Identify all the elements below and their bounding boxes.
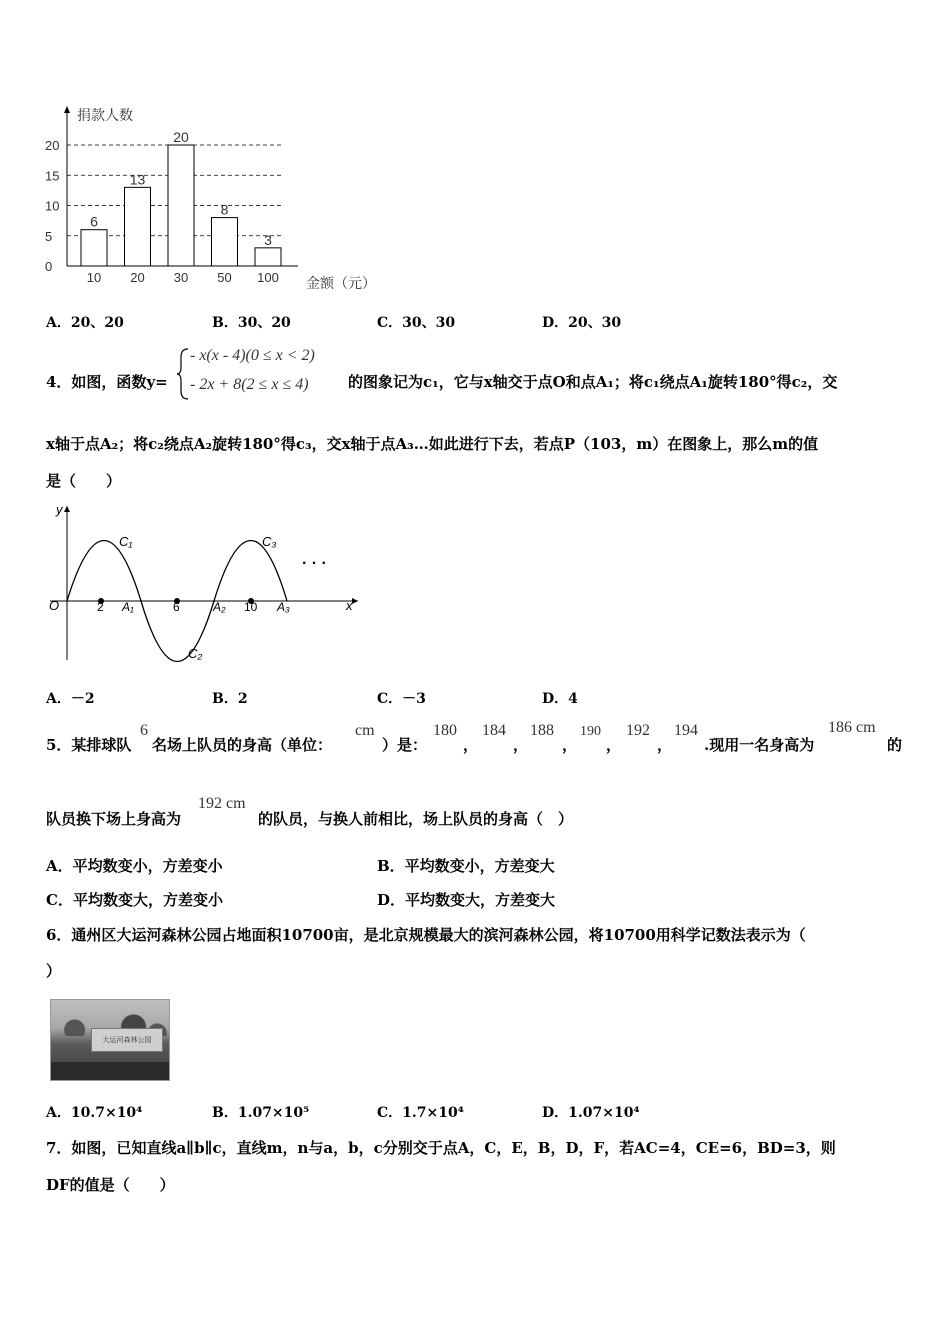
height-184: 184 <box>482 722 506 739</box>
q5-option-a: A．平均数变小，方差变小 <box>46 857 223 875</box>
tick-10: 10 <box>244 600 258 614</box>
q5-part-4: .现用一名身高为 <box>704 736 815 754</box>
question-4-prefix: 4．如图，函数y= <box>46 373 168 391</box>
q5-value-192: 192 cm <box>198 795 246 812</box>
y-axis-arrow <box>64 506 70 512</box>
x-label: x <box>346 598 353 613</box>
sep-4: ， <box>606 736 622 754</box>
y-axis-arrow <box>64 106 70 113</box>
question-6-line-1: 6．通州区大运河森林公园占地面积10700亩，是北京规模最大的滨河森林公园，将10700用科学记数法表示为（ <box>46 926 806 944</box>
q5-part-5: 的 <box>887 736 903 754</box>
photo-sign: 大运河森林公园 <box>91 1028 163 1052</box>
q5-value-186: 186 cm <box>828 719 876 736</box>
q5-count: 6 <box>140 722 148 739</box>
bar <box>81 230 107 266</box>
height-194: 194 <box>674 722 698 739</box>
sep-5: ， <box>657 736 673 754</box>
tick-6: 6 <box>173 600 180 614</box>
bar <box>125 187 151 266</box>
x-tick-label: 100 <box>257 270 279 285</box>
question-6-line-2: ） <box>46 962 62 980</box>
q4-option-a: A．－2 <box>46 691 95 707</box>
piecewise-case-1: - x(x - 4)(0 ≤ x < 2) <box>190 347 315 364</box>
ellipsis: · · · <box>302 555 327 572</box>
q5-part-3: ）是： <box>382 736 428 754</box>
tick-2: 2 <box>97 600 104 614</box>
y-tick-label: 20 <box>45 138 60 153</box>
q6-option-a: A．10.7×10⁴ <box>46 1105 143 1121</box>
height-188: 188 <box>530 722 554 739</box>
x-axis-label: 金额（元） <box>306 275 376 291</box>
question-4-line-2: x轴于点A₂；将c₂绕点A₂旋转180°得c₃，交x轴于点A₃…如此进行下去，若点P（103，m）在图象上，那么m的值 <box>46 435 819 453</box>
q5-option-c: C．平均数变大，方差变小 <box>46 891 223 909</box>
q5-part-2: 名场上队员的身高（单位： <box>152 736 333 754</box>
y-tick-label: 5 <box>45 228 53 244</box>
sep-3: ， <box>562 736 578 754</box>
q6-option-b: B．1.07×10⁵ <box>212 1105 310 1121</box>
photo-ground <box>51 1062 169 1080</box>
q5-unit: cm <box>355 722 375 739</box>
q5-part-1: 5．某排球队 <box>46 736 132 754</box>
bar-chart <box>40 100 390 300</box>
park-photo <box>50 999 170 1081</box>
q5-line-2b: 的队员，与换人前相比，场上队员的身高（ ） <box>258 810 574 828</box>
option-c: C．30、30 <box>377 315 456 331</box>
c1-label: C₁ <box>119 534 133 549</box>
y-axis-label: 捐款人数 <box>77 107 133 123</box>
sep-2: ， <box>513 736 529 754</box>
bar-value-label: 3 <box>264 231 272 248</box>
bar-value-label: 20 <box>173 129 189 145</box>
q5-option-d: D．平均数变大，方差变大 <box>377 891 556 909</box>
bar-value-label: 13 <box>129 171 146 188</box>
bar <box>168 145 194 266</box>
function-graph <box>40 500 370 670</box>
origin-label: O <box>49 598 60 613</box>
option-d: D．20、30 <box>542 315 622 331</box>
c3-label: C₃ <box>262 534 277 549</box>
question-4-line-3: 是（ ） <box>46 472 122 490</box>
q4-option-b: B．2 <box>212 691 248 707</box>
q6-option-c: C．1.7×10⁴ <box>377 1105 464 1121</box>
q4-option-d: D．4 <box>542 691 578 707</box>
height-192: 192 <box>626 722 650 739</box>
a2-label: A₂ <box>213 600 226 614</box>
a3-label: A₃ <box>277 600 290 614</box>
piecewise-case-2: - 2x + 8(2 ≤ x ≤ 4) <box>190 376 309 393</box>
y-tick-label: 10 <box>45 198 60 214</box>
q6-option-d: D．1.07×10⁴ <box>542 1105 640 1121</box>
x-tick-label: 50 <box>217 270 232 285</box>
x-tick-label: 30 <box>173 270 189 285</box>
q5-option-b: B．平均数变小，方差变大 <box>377 857 555 875</box>
x-tick-label: 10 <box>86 270 102 285</box>
bar-value-label: 6 <box>90 213 98 230</box>
height-190: 190 <box>580 724 601 739</box>
bar-value-label: 8 <box>220 201 229 218</box>
question-7-line-2: DF的值是（ ） <box>46 1176 175 1194</box>
x-tick-label: 20 <box>130 270 145 285</box>
y-tick-label: 15 <box>45 168 60 184</box>
option-b: B．30、20 <box>212 315 291 331</box>
question-4-line-1: 的图象记为c₁，它与x轴交于点O和点A₁；将c₁绕点A₁旋转180°得c₂，交 <box>348 373 838 391</box>
y-label: y <box>56 502 63 517</box>
bar <box>255 248 281 266</box>
q5-line-2a: 队员换下场上身高为 <box>46 810 182 828</box>
x-axis-arrow <box>352 598 358 604</box>
question-7-line-1: 7．如图，已知直线a∥b∥c，直线m，n与a，b，c分别交于点A，C，E，B，D，F，若AC=4，CE=6，BD=3，则 <box>46 1139 836 1157</box>
sep-1: ， <box>463 736 479 754</box>
y-tick-label: 0 <box>45 259 53 274</box>
c2-label: C₂ <box>188 646 203 661</box>
option-a: A．20、20 <box>46 315 124 331</box>
a1-label: A₁ <box>122 600 134 614</box>
q4-option-c: C．－3 <box>377 691 426 707</box>
bar <box>212 218 238 266</box>
height-180: 180 <box>433 722 457 739</box>
